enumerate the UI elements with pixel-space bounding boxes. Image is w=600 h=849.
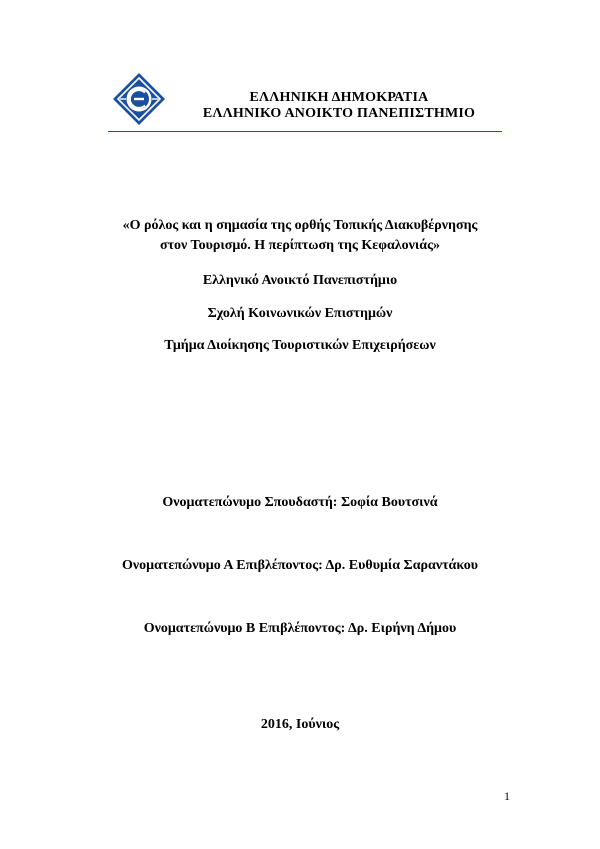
school-name: Σχολή Κοινωνικών Επιστημών	[207, 306, 393, 321]
department-name: Τμήμα Διοίκησης Τουριστικών Επιχειρήσεων	[164, 338, 436, 353]
thesis-title-line-2: στον Τουρισμό. Η περίπτωση της Κεφαλονιάς»	[159, 238, 440, 253]
thesis-title-line-1: «Ο ρόλος και η σημασία της ορθής Τοπικής Διακυβέρνησης	[122, 218, 478, 233]
header-line-republic: ΕΛΛΗΝΙΚΗ ΔΗΜΟΚΡΑΤΙΑ	[249, 90, 429, 105]
page-number: 1	[504, 789, 510, 803]
header-line-university: ΕΛΛΗΝΙΚΟ ΑΝΟΙΚΤΟ ΠΑΝΕΠΙΣΤΗΜΙΟ	[202, 106, 476, 121]
header-divider	[108, 131, 502, 132]
university-name: Ελληνικό Ανοικτό Πανεπιστήμιο	[202, 273, 398, 288]
supervisor-b-name: Ονοματεπώνυμο Β Επιβλέποντος: Δρ. Ειρήνη Δήμου	[143, 621, 457, 636]
supervisor-a-name: Ονοματεπώνυμο Α Επιβλέποντος: Δρ. Ευθυμία Σαραντάκου	[122, 558, 478, 573]
student-name: Ονοματεπώνυμο Σπουδαστή: Σοφία Βουτσινά	[162, 495, 438, 510]
submission-date: 2016, Ιούνιος	[260, 717, 340, 732]
eap-university-logo-icon	[112, 72, 166, 126]
thesis-title	[0, 216, 600, 256]
header-title	[174, 90, 504, 122]
document-header	[108, 70, 508, 132]
